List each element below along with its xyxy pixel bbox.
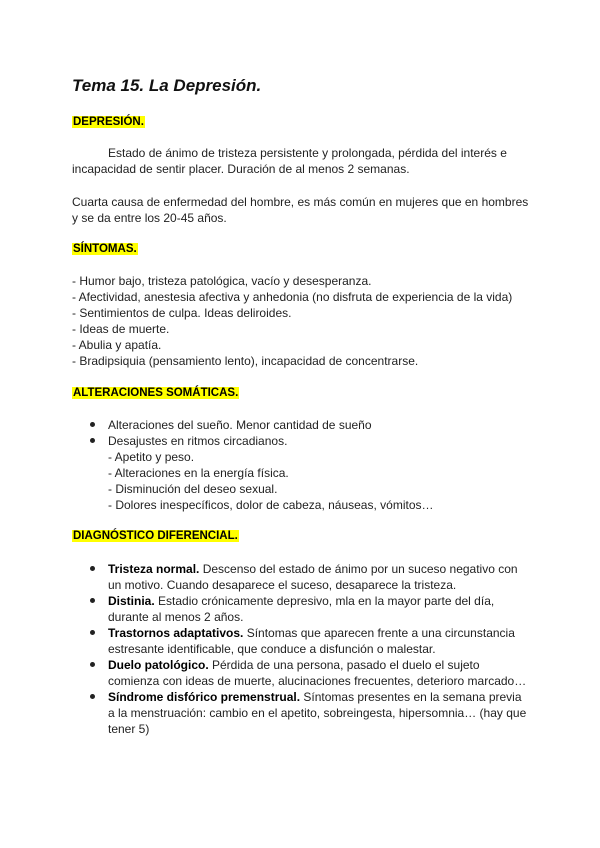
bullet-icon: [90, 598, 95, 603]
list-item: [108, 433, 528, 513]
list-item: [108, 561, 528, 593]
list-item-term: Duelo patológico.: [108, 658, 209, 672]
list-item: - Bradipsiquia (pensamiento lento), incapacidad de concentrarse.: [72, 354, 419, 368]
sub-list-item: - Apetito y peso.: [108, 450, 195, 464]
sub-list-item: - Dolores inespecíficos, dolor de cabeza, náuseas, vómitos…: [108, 498, 434, 512]
depresion-epidemiology: Cuarta causa de enfermedad del hombre, es más común en mujeres que en hombres y se da entre los 20-45 años.: [72, 195, 529, 225]
list-item: - Abulia y apatía.: [72, 338, 162, 352]
sintomas-list: [72, 273, 542, 369]
somaticas-list: [108, 417, 528, 513]
list-item: [108, 657, 528, 689]
heading-somaticas: [72, 387, 239, 399]
list-item: - Ideas de muerte.: [72, 322, 170, 336]
list-item: [108, 689, 528, 737]
heading-diagnostico: [72, 530, 239, 542]
heading-depresion: [72, 116, 145, 128]
document-title: Tema 15. La Depresión.: [72, 76, 262, 95]
heading-sintomas-text: SÍNTOMAS.: [73, 243, 137, 255]
list-item-term: Distinia.: [108, 594, 155, 608]
heading-depresion-text: DEPRESIÓN.: [73, 116, 144, 128]
list-item-term: Tristeza normal.: [108, 562, 200, 576]
bullet-icon: [90, 630, 95, 635]
list-item-text: Alteraciones del sueño. Menor cantidad de sueño: [108, 418, 372, 432]
heading-diagnostico-text: DIAGNÓSTICO DIFERENCIAL.: [73, 530, 238, 542]
bullet-icon: [90, 662, 95, 667]
list-item-text: Desajustes en ritmos circadianos.: [108, 434, 288, 448]
heading-sintomas: [72, 243, 138, 255]
heading-somaticas-text: ALTERACIONES SOMÁTICAS.: [73, 387, 239, 399]
list-item-text: Síntomas presentes en la semana previa a la menstruación: cambio en el apetito, sobreingesta, hipersomnia… (hay que tener 5): [108, 690, 527, 736]
bullet-icon: [90, 694, 95, 699]
list-item: [108, 625, 528, 657]
list-item-term: Síndrome disfórico premenstrual.: [108, 690, 301, 704]
list-item-text: Pérdida de una persona, pasado el duelo el sujeto comienza con ideas de muerte, alucinaciones frecuentes, deterioro marcado…: [108, 658, 527, 688]
bullet-icon: [90, 438, 95, 443]
list-item-text: Descenso del estado de ánimo por un suceso negativo con un motivo. Cuando desaparece el suceso, desaparece la tristeza.: [108, 562, 518, 592]
diagnostico-list: [108, 561, 528, 737]
list-item: - Afectividad, anestesia afectiva y anhedonia (no disfruta de experiencia de la vida): [72, 290, 513, 304]
bullet-icon: [90, 422, 95, 427]
sub-list-item: - Disminución del deseo sexual.: [108, 482, 278, 496]
depresion-definition: Estado de ánimo de tristeza persistente y prolongada, pérdida del interés e incapacidad de sentir placer. Duración de al menos 2 semanas.: [72, 146, 507, 176]
sub-list-item: - Alteraciones en la energía física.: [108, 466, 289, 480]
list-item-term: Trastornos adaptativos.: [108, 626, 244, 640]
list-item: [108, 417, 528, 433]
list-item: - Sentimientos de culpa. Ideas deliroides.: [72, 306, 292, 320]
list-item: [108, 593, 528, 625]
list-item-text: Estadio crónicamente depresivo, mla en la mayor parte del día, durante al menos 2 años.: [108, 594, 495, 624]
list-item: - Humor bajo, tristeza patológica, vacío y desesperanza.: [72, 274, 372, 288]
list-item-text: Síntomas que aparecen frente a una circunstancia estresante identificable, que conduce a disfunción o malestar.: [108, 626, 515, 656]
somaticas-sublist: [108, 449, 528, 513]
bullet-icon: [90, 566, 95, 571]
